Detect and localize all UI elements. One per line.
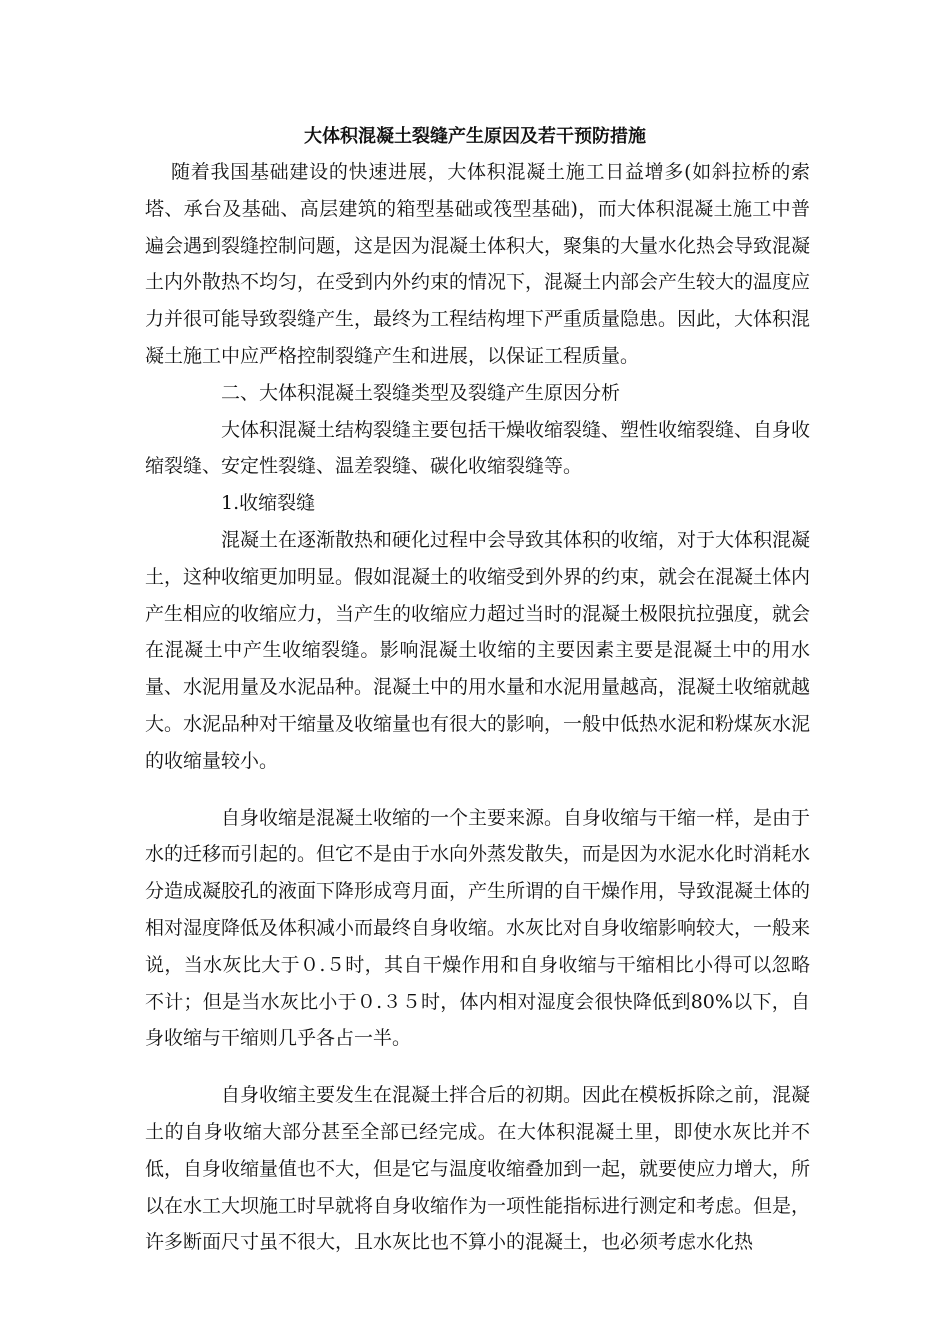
paragraph-shrinkage: 混凝土在逐渐散热和硬化过程中会导致其体积的收缩，对于大体积混凝土，这种收缩更加明显。假如混凝土的收缩受到外界的约束，就会在混凝土体内产生相应的收缩应力，当产生的收缩应力超过当时的混凝土极限抗拉强度，就会在混凝土中产生收缩裂缝。影响混凝土收缩的主要因素主要是混凝土中的用水量、水泥用量及水泥品种。混凝土中的用水量和水泥用量越高，混凝土收缩就越大。水泥品种对干缩量及收缩量也有很大的影响，一般中低热水泥和粉煤灰水泥的收缩量较小。 bbox=[145, 528, 811, 772]
paragraph-autogenous: 自身收缩是混凝土收缩的一个主要来源。自身收缩与干缩一样，是由于水的迁移而引起的。但它不是由于水向外蒸发散失，而是因为水泥水化时消耗水分造成凝胶孔的液面下降形成弯月面，产生所谓的自干燥作用，导致混凝土体的相对湿度降低及体积减小而最终自身收缩。水灰比对自身收缩影响较大，一般来说，当水灰比大于０.５时，其自干燥作用和自身收缩与干缩相比小得可以忽略不计；但是当水灰比小于０.３５时，体内相对湿度会很快降低到80%以下，自身收缩与干缩则几乎各占一半。 bbox=[145, 806, 811, 1050]
paragraph-crack-types: 大体积混凝土结构裂缝主要包括干燥收缩裂缝、塑性收缩裂缝、自身收缩裂缝、安定性裂缝、温差裂缝、碳化收缩裂缝等。 bbox=[145, 418, 811, 478]
paragraph-intro: 随着我国基础建设的快速进展，大体积混凝土施工日益增多(如斜拉桥的索塔、承台及基础、高层建筑的箱型基础或筏型基础)，而大体积混凝土施工中普遍会遇到裂缝控制问题，这是因为混凝土体积大，聚集的大量水化热会导致混凝土内外散热不均匀，在受到内外约束的情况下，混凝土内部会产生较大的温度应力并很可能导致裂缝产生，最终为工程结构埋下严重质量隐患。因此，大体积混凝土施工中应严格控制裂缝产生和进展，以保证工程质量。 bbox=[145, 161, 811, 367]
section-heading-2: 二、大体积混凝土裂缝类型及裂缝产生原因分析 bbox=[221, 381, 621, 404]
document-title: 大体积混凝土裂缝产生原因及若干预防措施 bbox=[304, 126, 646, 147]
paragraph-autogenous-early: 自身收缩主要发生在混凝土拌合后的初期。因此在模板拆除之前，混凝土的自身收缩大部分甚至全部已经完成。在大体积混凝土里，即使水灰比并不低，自身收缩量值也不大，但是它与温度收缩叠加到一起，就要使应力增大，所以在水工大坝施工时早就将自身收缩作为一项性能指标进行测定和考虑。但是，许多断面尺寸虽不很大，且水灰比也不算小的混凝土，也必须考虑水化热 bbox=[145, 1084, 811, 1254]
document-body bbox=[145, 154, 810, 1261]
subsection-heading-1: 1.收缩裂缝 bbox=[221, 492, 316, 515]
